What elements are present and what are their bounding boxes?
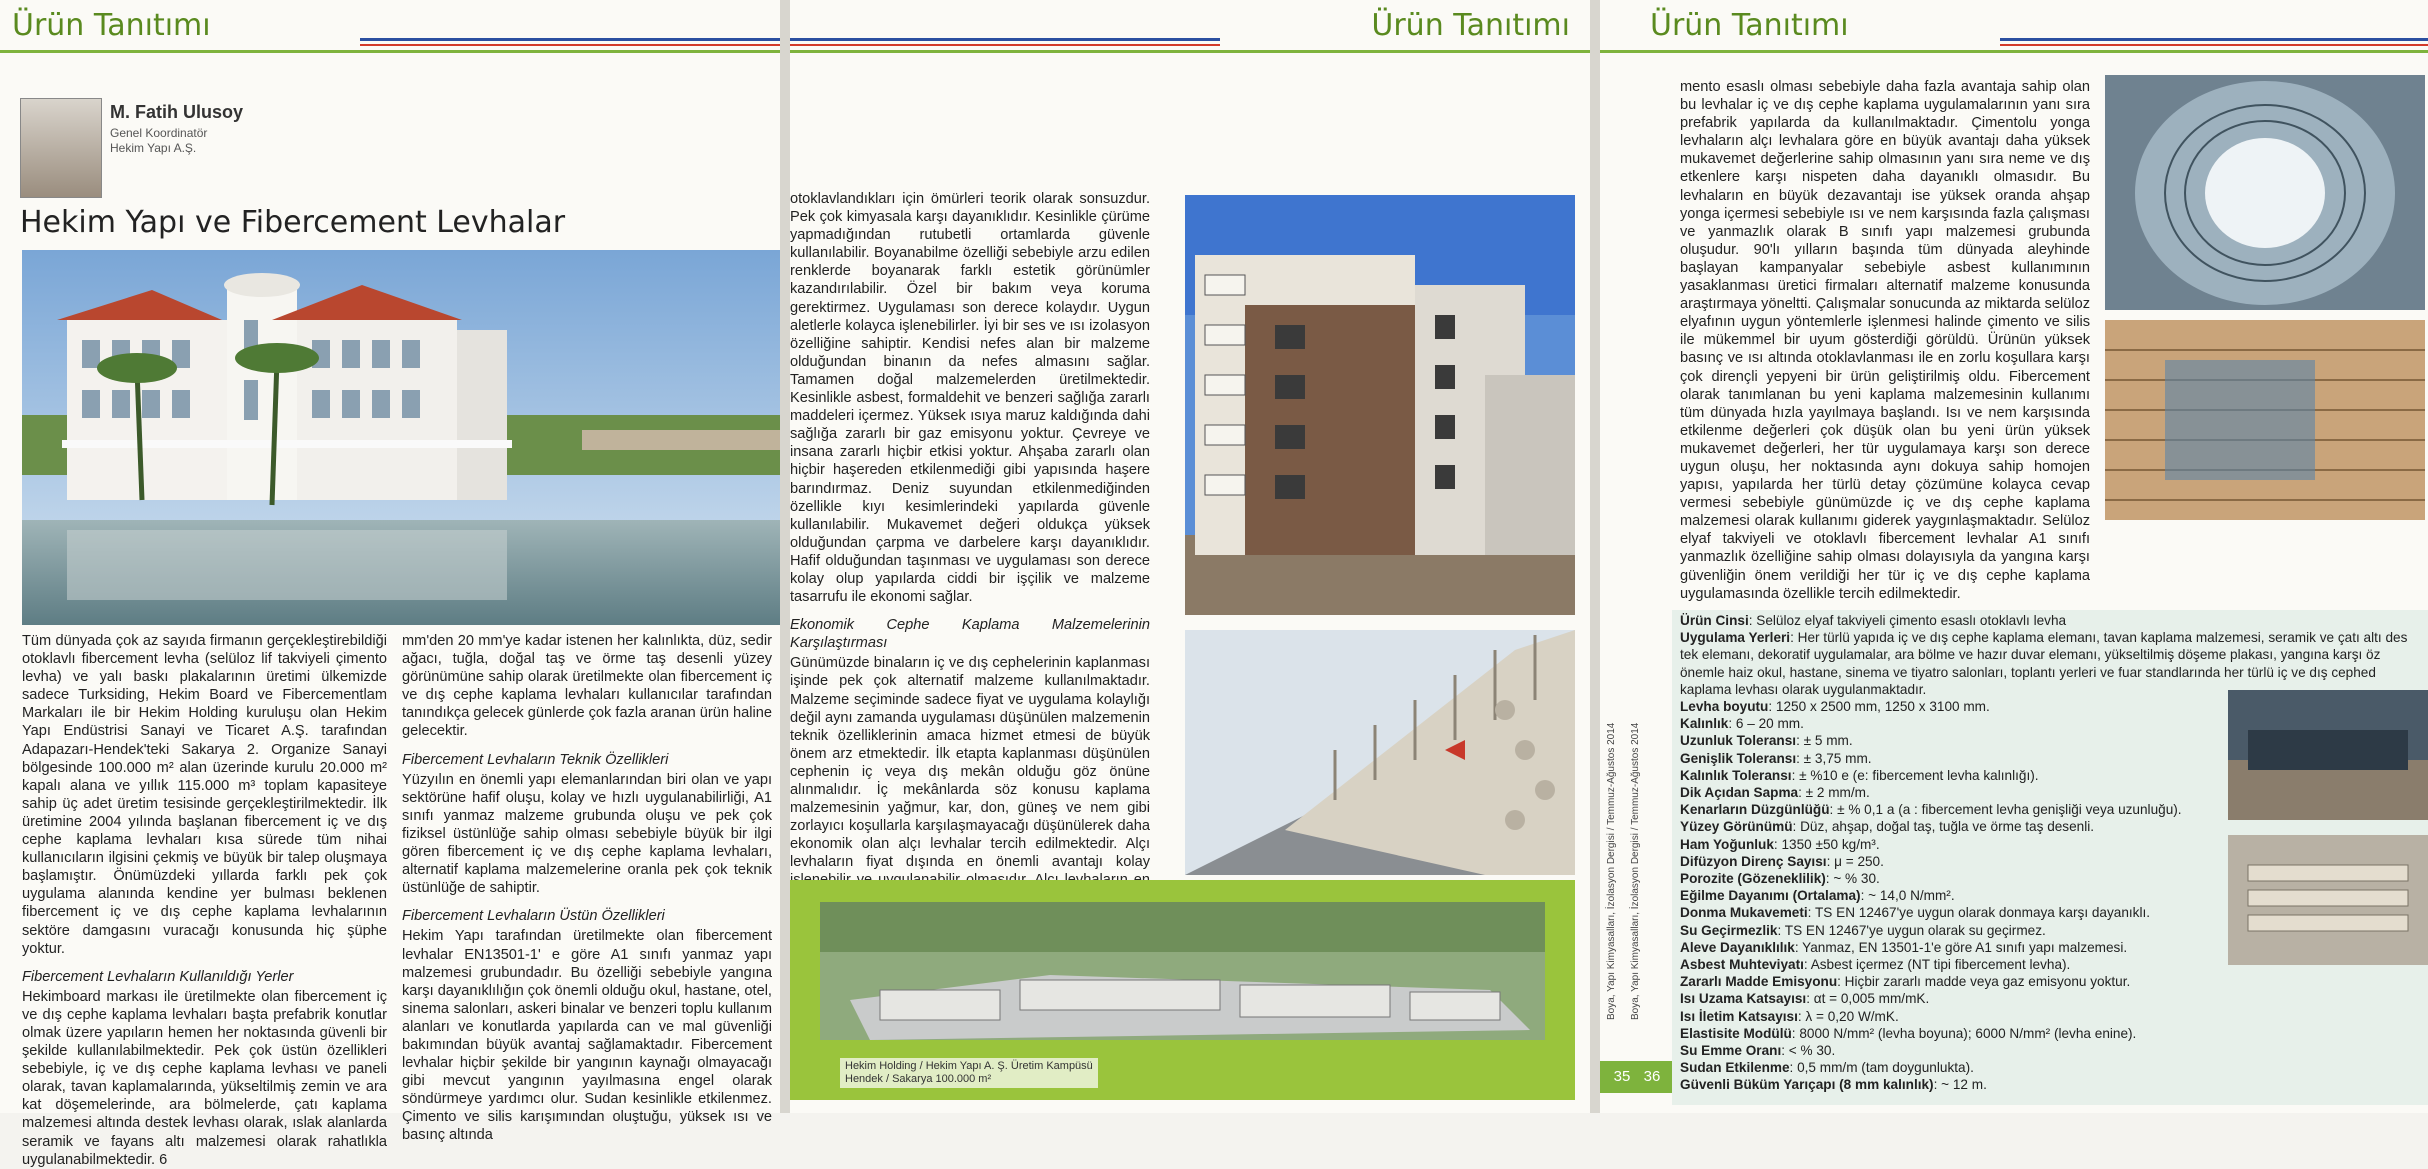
page-right xyxy=(1600,0,2428,1113)
spec-key: Elastisite Modülü xyxy=(1680,1025,1792,1041)
paragraph: Hekimboard markası ile üretilmekte olan fibercement iç ve dış cephe kaplama levhaları başta prefabrik konutlar olmak üzere yapıların hemen her noktasında güvenli bir şekilde kullanılabilmektedir. Pek çok üstün özellikleri sebebiyle, iç ve dış cephe kaplama levhası ve paneli olarak, tavan kaplamalarında, yükseltilmiş zemin ve ara kat döşemelerinde, ara bölmelerde, çatı kaplama malzemesi altında destek levhası olarak, ıslak alanlarda seramik ve fayans altı malzemesi olarak rahatlıkla uygulanabilmektedir. 6 xyxy=(22,988,387,1168)
header-rule-red xyxy=(360,44,780,46)
highway-barrier-photo xyxy=(1185,630,1575,875)
spec-key: Aleve Dayanıklılık xyxy=(1680,939,1795,955)
spec-value: : ~ 14,0 N/mm². xyxy=(1860,888,1955,904)
spec-row xyxy=(1680,629,2420,646)
spec-value: : ± 3,75 mm. xyxy=(1796,750,1872,766)
author-name: M. Fatih Ulusoy xyxy=(110,102,244,122)
spec-value: : Yanmaz, EN 13501-1'e göre A1 sınıfı yapı malzemesi. xyxy=(1794,939,2128,955)
page-number: 36 xyxy=(1630,1061,1674,1093)
spec-key: Su Geçirmezlik xyxy=(1680,922,1778,938)
spec-row xyxy=(1680,818,2420,835)
page-left xyxy=(0,0,780,1168)
section-header: Ürün Tanıtımı xyxy=(1371,8,1570,43)
paragraph: mento esaslı olması sebebiyle daha fazla avantaja sahip olan bu levhalar iç ve dış cephe kaplama uygulamalarının yanı sıra prefabrik yapılarda da kullanılmaktadır. Çimentolu yonga levhaların alçı levhalara göre en büyük avantajı daha yüksek mukavemet değerlerine sahip olmasının yanı sıra neme ve dış etkenlere karşı nispeten daha dayanıklı olmasıdır. Bu levhaların en büyük dezavantajı ise yüksek oranda ahşap yonga içermesi sebebiyle ısı ve nem karşısında fazla çalışması ve yanmazlık olarak B sınıfı yapı malzemesi grubunda oluşudur. 90'lı yılların başında tüm dünyada aleyhinde başlayan kampanyalar sebebiyle asbest kullanımının yasaklanması üretici firmaları alternatif malzeme konusunda araştırmaya yöneltti. Çalışmalar sonucunda az miktarda selüloz elyafının uygun yöntemlerle işlenmesi halinde çimento ve silis ile mükemmel bir uyum gösterdiği görüldü. Ürünün yüksek basınç ve ısı altında otoklavlanması ile en zorlu koşullara karşı çok dirençli yepyeni bir ürün geliştirilmiş oldu. Fibercement olarak tanımlanan bu yeni kaplama malzemesinin kullanımı tüm dünyada hızla yayılmaya başlandı. Isı ve nem karşısında etkilenme değerleri çok düşük olan bu yeni ürün yüksek mukavemet değerleri, her tür uygulamaya karşı son derece uygun oluşu, her noktasında aynı dokuya sahip homojen yapısı, yapılarda her türlü detay çözümüne kolayca cevap vermesi sebebiyle günümüzde iç ve dış cephe kaplama malzemesi olarak kullanımı giderek yaygınlaşmaktadır. Selüloz elyaf takviyeli ve otoklavlı fibercement levhalar A1 sınıfı yanmazlık özelliğine sahip olması dolayısıyla da yangına karşı güvenliğin önem verildiği her tür iç ve dış cephe kaplama uygulamasında özellikle tercih edilmektedir. xyxy=(1680,79,2090,602)
page-gutter xyxy=(780,0,790,1113)
spec-value: : TS EN 12467'ye uygun olarak donmaya karşı dayanıklı. xyxy=(1807,905,2151,921)
header-rule-green xyxy=(790,50,1590,53)
spec-row xyxy=(1680,1076,2420,1093)
spec-value: : Hiçbir zararlı madde veya gaz emisyonu yoktur. xyxy=(1837,974,2131,990)
spec-key: Isı Uzama Katsayısı xyxy=(1680,991,1807,1007)
paragraph: otoklavlandıkları için ömürleri teorik olarak sonsuzdur. Pek çok kimyasala karşı dayanıklıdır. Kesinlikle çürüme yapmadığından rutubetli ortamlarda güvenle kullanılabilir. Boyanabilme özelliği sebebiyle arzu edilen renklerde boyanarak farklı estetik görünümler kazandırılabilir. Özel bir bakım veya koruma gerektirmez. Uygulaması son derece kolaydır. Uygun aletlerle kolayca işlenebilirler. İyi bir ses ve ısı izolasyon özelliğine sahiptir. Kendisi nefes alan bir malzeme olduğundan binanın da nefes almasını sağlar. Tamamen doğal malzemelerden üretilmektedir. Kesinlikle asbest, formaldehit ve benzeri sağlığa zararlı maddeleri içermez. Yüksek ısıya maruz kaldığında dahi sağlığa zararlı bir gaz emisyonu yoktur. Çevreye ve insana zararlı hiçbir etkisi yoktur. Ahşaba zararlı olan hiçbir haşereden etkilenmediği gibi yapısında haşere barındırmaz. Deniz suyundan etkilenmediğinden özellikle kıyı kesimlerindeki yapılarda güvenle kullanılabilir. Mukavemet değeri oldukça yüksek olduğundan çarpma ve darbelere karşı dayanıklıdır. Hafif olduğundan taşınması ve uygulaması son derece kolay olup yapılarda ciddi bir işçilik ve malzeme tasarrufu ile ekonomi sağlar. xyxy=(790,191,1150,606)
journal-credit: Boya, Yapı Kimyasalları, İzolasyon Dergisi / Temmuz-Ağustos 2014 xyxy=(1630,722,1641,1020)
caption-line: Hendek / Sakarya 100.000 m² xyxy=(845,1073,992,1085)
spec-value: : 1250 x 2500 mm, 1250 x 3100 mm. xyxy=(1768,699,1990,715)
spec-value: : αt = 0,005 mm/mK. xyxy=(1806,991,1930,1007)
subheading: Fibercement Levhaların Teknik Özellikleri xyxy=(402,751,669,768)
header-rule-green xyxy=(1600,50,2428,53)
spec-value: : TS EN 12467'ye uygun olarak su geçirmez. xyxy=(1777,922,2046,938)
campus-photo-frame xyxy=(790,880,1575,1100)
text-column-4 xyxy=(1680,78,2090,603)
subheading: Ekonomik Cephe Kaplama Malzemelerinin Karşılaştırması xyxy=(790,617,1150,652)
text-column-1 xyxy=(22,632,387,1168)
header-rule-blue xyxy=(2000,38,2428,41)
spec-value: : ~ 12 m. xyxy=(1933,1077,1987,1093)
header-rule-red xyxy=(2000,44,2428,46)
spec-key: Donma Mukavemeti xyxy=(1680,905,1808,921)
caption-line: Hekim Holding / Hekim Yapı A. Ş. Üretim Kampüsü xyxy=(845,1060,1093,1072)
spec-value: : Selüloz elyaf takviyeli çimento esaslı otoklavlı levha xyxy=(1748,613,2067,628)
author-role xyxy=(110,126,207,156)
spec-key: Eğilme Dayanımı (Ortalama) xyxy=(1680,888,1861,904)
author-company: Hekim Yapı A.Ş. xyxy=(110,141,197,155)
spec-row xyxy=(1680,664,2420,681)
section-header: Ürün Tanıtımı xyxy=(12,8,211,43)
spec-key: Porozite (Gözeneklilik) xyxy=(1680,871,1826,887)
page-gutter xyxy=(1590,0,1600,1113)
paragraph: mm'den 20 mm'ye kadar istenen her kalınlıkta, düz, sedir ağacı, tuğla, doğal taş ve örme taş desenli yüzey görünümüne sahip olarak üretilmekte olan fibercement iç ve dış cephe kaplama levhaları kullanıcılar tarafından tanındıkça gelecek günlerde çok fazla aranan ürün haline gelecektir. xyxy=(402,633,772,740)
spec-key: Isı İletim Katsayısı xyxy=(1680,1008,1798,1024)
spec-value: önemle haiz okul, hastane, sinema ve tiyatro salonları, toplantı yerleri ve fuar standlarında her türlü iç ve dış cephed xyxy=(1680,664,2376,680)
spec-value: tek elemanı, dekoratif uygulamalar, ara bölme ve hazır duvar elemanı, yükseltilmiş döşeme plakası, yangına karşı öz xyxy=(1680,647,2381,663)
page-number: 35 xyxy=(1600,1061,1644,1093)
spec-value: : λ = 0,20 W/mK. xyxy=(1797,1008,1899,1024)
journal-credit: Boya, Yapı Kimyasalları, İzolasyon Dergisi / Temmuz-Ağustos 2014 xyxy=(1606,722,1617,1020)
spec-key: Zararlı Madde Emisyonu xyxy=(1680,974,1838,990)
header-rule-blue xyxy=(360,38,780,41)
spec-key: Kalınlık xyxy=(1680,716,1729,732)
spec-key: Yüzey Görünümü xyxy=(1680,819,1793,835)
spec-key: Uzunluk Toleransı xyxy=(1680,733,1797,749)
spec-value: kaplama levhası olarak uygulanmaktadır. xyxy=(1680,681,1927,697)
paragraph: Yüzyılın en önemli yapı elemanlarından biri olan ve yapı sektörüne hafif oluşu, kolay ve hızlı uygulanabilirliği, A1 sınıfı yanmaz malzeme grubunda oluşu ve pek çok fiziksel üstünlüğe sahip olması sebebiyle büyük bir ilgi gören fibercement iç ve dış cephe kaplama levhaları, alternatif kaplama malzemelerine oranla pek çok teknik üstünlüğe de sahiptir. xyxy=(402,771,772,897)
spec-value: : 0,5 mm/m (tam doygunlukta). xyxy=(1789,1060,1974,1076)
page-middle xyxy=(790,0,1590,1113)
header-rule-red xyxy=(790,44,1220,46)
subheading: Fibercement Levhaların Üstün Özellikleri xyxy=(402,908,665,925)
factory-photo-2 xyxy=(2228,835,2428,965)
spec-key: Difüzyon Direnç Sayısı xyxy=(1680,853,1827,869)
text-column-2 xyxy=(402,632,772,1144)
spec-value: : Düz, ahşap, doğal taş, tuğla ve örme taş desenli. xyxy=(1792,819,2095,835)
header-rule-green xyxy=(0,50,780,53)
spec-key: Asbest Muhteviyatı xyxy=(1680,957,1804,973)
spec-key: Levha boyutu xyxy=(1680,699,1769,715)
spec-row xyxy=(1680,612,2420,629)
spec-key: Uygulama Yerleri xyxy=(1680,630,1791,646)
spec-row xyxy=(1680,1025,2420,1042)
spec-row xyxy=(1680,1042,2420,1059)
spec-value: : < % 30. xyxy=(1781,1043,1836,1059)
spec-value: : 1350 ±50 kg/m³. xyxy=(1773,836,1880,852)
spec-value: : μ = 250. xyxy=(1826,853,1884,869)
spec-key: Güvenli Büküm Yarıçapı (8 mm kalınlık) xyxy=(1680,1077,1934,1093)
spec-key: Ham Yoğunluk xyxy=(1680,836,1774,852)
factory-photo-1 xyxy=(2228,690,2428,820)
header-rule-blue xyxy=(790,38,1220,41)
spec-value: : ~ % 30. xyxy=(1825,871,1880,887)
author-title: Genel Koordinatör xyxy=(110,126,208,140)
spec-value: : Her türlü yapıda iç ve dış cephe kaplama elemanı, tavan kaplama malzemesi, seramik ve çatı altı des xyxy=(1790,630,2408,646)
villa-photo xyxy=(22,250,780,625)
spec-key: Ürün Cinsi xyxy=(1680,613,1749,628)
paragraph: Hekim Yapı tarafından üretilmekte olan fibercement levhalar EN13501-1' e göre A1 sınıfı yanmaz yapı malzemesi grubundadır. Bu özelliği sebebiyle yangına karşı dayanıklılığın çok önemli olduğu okul, hastane, otel, sinema salonları, askeri binalar ve benzeri toplu kullanım alanları ve konutlarda yapılarda can ve mal güvenliği bakımından büyük avantaj sağlamaktadır. Fibercement levhalar hiçbir şekilde bir yangının kaynağı olmayacağı gibi mevcut yangının yayılmasına engel olarak söndürmeye yardımcı olur. Sudan kesinlikle etkilenmez. Çimento ve silis karışımından oluştuğu, yüksek ısı ve basınç altında xyxy=(402,928,772,1144)
atrium-photo xyxy=(2105,75,2425,310)
spec-value: : ± 5 mm. xyxy=(1796,733,1853,749)
photo-caption xyxy=(840,1058,1098,1088)
paragraph: Tüm dünyada çok az sayıda firmanın gerçekleştirebildiği otoklavlı fibercement levha (selüloz lif takviyeli çimento levha) ve yalı baskı plakalarının üretimi ülkemizde sadece Turksiding, Hekim Board ve Fibercementlam Markaları ile bir Hekim Holding kuruluşu olan Hekim Yapı Endüstrisi Sanayi ve Ticaret A.Ş. tarafından Adapazarı-Hendek'teki Sakarya 2. Organize Sanayi bölgesinde 100.000 m² alan üzerinde kurulu 20.000 m² kapalı alana ve yıllık 115.000 m³ toplam kapasiteye sahip üç adet üretim tesisinde gerçekleştirilmektedir. İlk üretimine 2004 yılında başlanan fibercement iç ve dış cephe kaplama levhaları kısa sürede tüm nihai kullanıcıların ilgisini çekmiş ve büyük bir talep oluşmaya başlamıştır. Önümüzdeki yıllarda farklı pek çok uygulama alanında kendine yer bulması beklenen fibercement iç ve dış cephe kaplama levhalarının sektöre damgasını vuracağı konusunda hiç şüphe yoktur. xyxy=(22,633,387,957)
spec-row xyxy=(1680,1008,2420,1025)
spec-key: Dik Açıdan Sapma xyxy=(1680,785,1799,801)
spec-value: : Asbest içermez (NT tipi fibercement levha). xyxy=(1803,957,2071,973)
spec-row xyxy=(1680,646,2420,663)
article-title: Hekim Yapı ve Fibercement Levhalar xyxy=(20,205,566,240)
spec-key: Sudan Etkilenme xyxy=(1680,1060,1790,1076)
spec-key: Kenarların Düzgünlüğü xyxy=(1680,802,1830,818)
spec-value: : ± %10 e (e: fibercement levha kalınlığı). xyxy=(1791,767,2039,783)
text-column-3 xyxy=(790,190,1150,890)
spec-row xyxy=(1680,1059,2420,1076)
spec-key: Genişlik Toleransı xyxy=(1680,750,1797,766)
author-photo xyxy=(20,98,102,198)
spec-key: Kalınlık Toleransı xyxy=(1680,767,1792,783)
paragraph: Günümüzde binaların iç ve dış cephelerinin kaplanması işinde pek çok alternatif malzeme kullanılmaktadır. Malzeme seçiminde sadece fiyat ve uygulama kolaylığı değil aynı zamanda uygulaması düşünülen malzemenin teknik özelliklerinin amaca hizmet etmesi de büyük önem arz etmektedir. İlk etapta kaplanması düşünülen cephenin iç veya dış mekân olduğu göz önüne alınmalıdır. İç mekânlarda söz konusu kaplama malzemesinin yağmur, kar, don, güneş ve nem gibi zorlayıcı koşullarla karşılaşmayacağı düşünülerek daha ekonomik olan alçı levhalar tercih edilmektedir. Alçı levhaların fiyat dışında en önemli avantajı kolay xyxy=(790,655,1150,871)
section-header: Ürün Tanıtımı xyxy=(1650,8,1849,43)
apartment-photo xyxy=(1185,195,1575,615)
spec-key: Su Emme Oranı xyxy=(1680,1043,1782,1059)
spec-value: : 8000 N/mm² (levha boyuna); 6000 N/mm² (levha enine). xyxy=(1791,1025,2137,1041)
facade-construction-photo xyxy=(2105,320,2425,520)
spec-row xyxy=(1680,973,2420,990)
spec-row xyxy=(1680,990,2420,1007)
spec-value: : 6 – 20 mm. xyxy=(1728,716,1804,732)
spec-value: : ± % 0,1 a (a : fibercement levha genişliği veya uzunluğu). xyxy=(1829,802,2182,818)
subheading: Fibercement Levhaların Kullanıldığı Yerler xyxy=(22,968,294,985)
spec-value: : ± 2 mm/m. xyxy=(1798,785,1870,801)
